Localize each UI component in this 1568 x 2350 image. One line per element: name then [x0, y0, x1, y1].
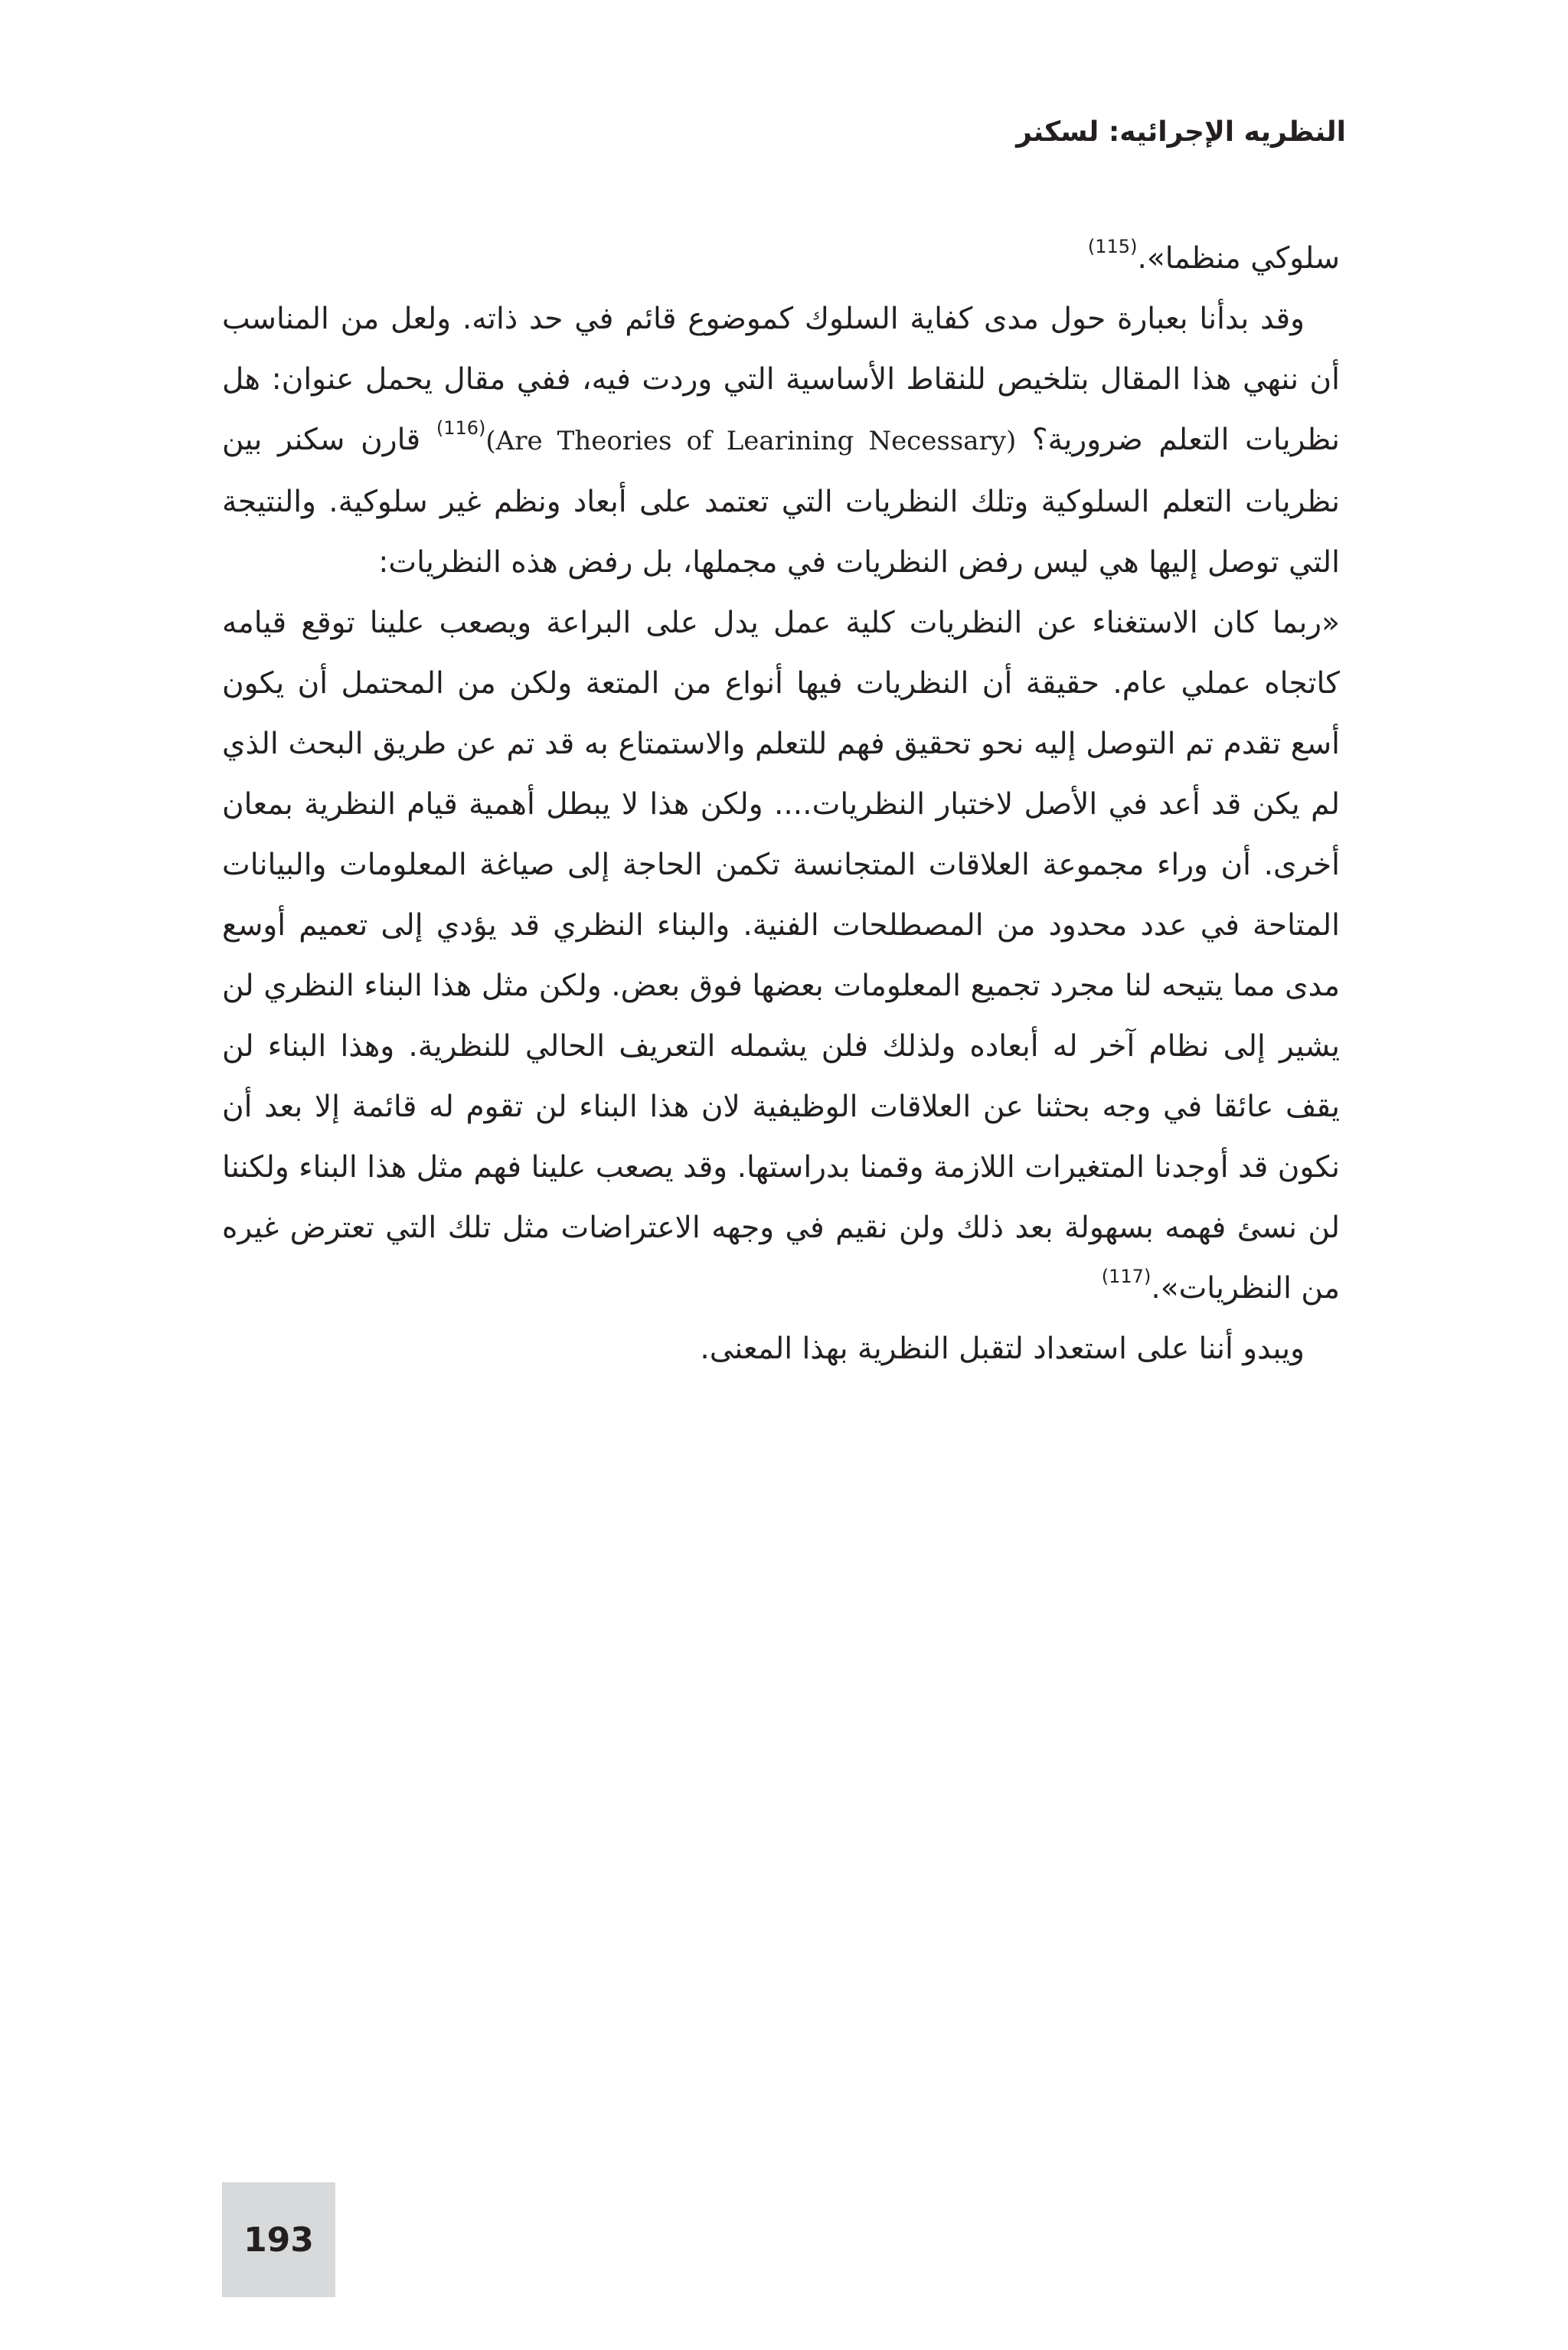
paragraph-continuation: [222, 228, 1340, 289]
english-title: (Are Theories of Learining Necessary): [485, 426, 1017, 456]
quotation-text: «ربما كان الاستغناء عن النظريات كلية عمل يدل على البراعة ويصعب علينا توقع قيامه كاتجاه عملي عام. حقيقة أن النظريات فيها أنواع من المتعة ولكن من المحتمل أن يكون أسع تقدم تم التوصل إليه نحو تحقيق فهم للتعلم والاستمتاع به قد تم عن طريق البحث الذي لم يكن قد أعد في الأصل لاختبار النظريات.... ولكن هذا لا يبطل أهمية قيام النظرية بمعان أخرى. أن وراء مجموعة العلاقات المتجانسة تكمن الحاجة إلى صياغة المعلومات والبيانات المتاحة في عدد محدود من المصطلحات الفنية. والبناء النظري قد يؤدي إلى تعميم أوسع مدى مما يتيحه لنا مجرد تجميع المعلومات بعضها فوق بعض. ولكن مثل هذا البناء النظري لن يشير إلى نظام آخر له أبعاده ولذلك فلن يشمله التعريف الحالي للنظرية. وهذا البناء لن يقف عائقا في وجه بحثنا عن العلاقات الوظيفية لان هذا البناء لن تقوم له قائمة إلا بعد أن نكون قد أوجدنا المتغيرات اللازمة وقمنا بدراستها. وقد يصعب علينا فهم مثل هذا البناء ولكننا لن نسئ فهمه بسهولة بعد ذلك ولن نقيم في وجهه الاعتراضات مثل تلك التي تعترض غيره من النظريات».: [222, 606, 1340, 1306]
footnote-reference: (115): [1087, 236, 1138, 257]
page-number-badge: 193: [222, 2182, 335, 2297]
footnote-reference: (117): [1101, 1266, 1152, 1287]
paragraph-summary: [222, 289, 1340, 593]
quotation-block: [222, 593, 1340, 1319]
paragraph-text: وقد بدأنا بعبارة حول مدى كفاية السلوك كموضوع قائم في حد ذاته. ولعل من المناسب أن ننهي هذا المقال بتلخيص للنقاط الأساسية التي وردت فيه، ففي مقال يحمل عنوان: هل نظريات التعلم ضرورية؟: [222, 302, 1340, 457]
footnote-reference: (116): [436, 417, 486, 439]
paragraph-text: قارن سكنر بين نظريات التعلم السلوكية وتلك النظريات التي تعتمد على أبعاد ونظم غير سلوكية. والنتيجة التي توصل إليها هي ليس رفض النظريات في مجملها، بل رفض هذه النظريات:: [222, 423, 1340, 580]
paragraph-text: سلوكي منظما».: [1137, 241, 1340, 276]
page-body: [222, 228, 1340, 1379]
running-header-title: النظريه الإجرائيه: لسكنر: [1016, 116, 1346, 148]
closing-paragraph: ويبدو أننا على استعداد لتقبل النظرية بهذا المعنى.: [700, 1332, 1305, 1366]
